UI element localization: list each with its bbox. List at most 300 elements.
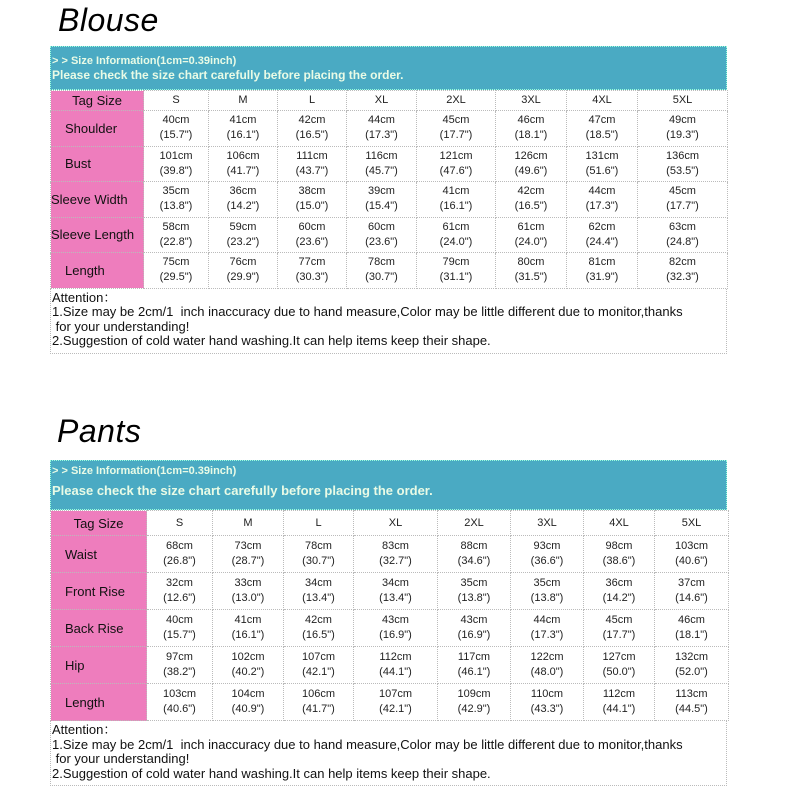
size-header: S bbox=[144, 91, 209, 111]
cm-value: 104cm bbox=[231, 688, 265, 700]
cm-value: 63cm bbox=[669, 220, 696, 233]
size-header: 5XL bbox=[655, 511, 729, 536]
inch-value: (42.9") bbox=[457, 703, 491, 715]
measurement-cell bbox=[496, 146, 567, 182]
measurement-cell bbox=[655, 684, 729, 721]
measurement-cell bbox=[496, 182, 567, 218]
measurement-cell bbox=[284, 536, 354, 573]
size-header: L bbox=[278, 91, 347, 111]
cm-value: 98cm bbox=[605, 540, 633, 552]
cm-value: 112cm bbox=[379, 651, 412, 663]
inch-value: (52.0") bbox=[675, 666, 708, 678]
table-row bbox=[51, 111, 728, 147]
inch-value: (17.3") bbox=[585, 200, 619, 213]
measurement-cell bbox=[584, 536, 655, 573]
size-info-banner bbox=[50, 46, 727, 90]
measurement-cell bbox=[209, 253, 278, 289]
measurement-cell bbox=[354, 647, 438, 684]
measurement-cell bbox=[438, 610, 511, 647]
inch-value: (36.6") bbox=[530, 555, 564, 567]
measurement-cell bbox=[209, 217, 278, 253]
blouse-title: Blouse bbox=[58, 2, 159, 38]
table-row bbox=[51, 182, 728, 218]
measurement-cell bbox=[213, 610, 284, 647]
attention-line: 2.Suggestion of cold water hand washing.It can help items keep their shape. bbox=[52, 765, 491, 781]
cm-value: 36cm bbox=[605, 577, 633, 589]
measurement-cell bbox=[284, 573, 354, 610]
measurement-cell bbox=[347, 182, 417, 218]
cm-value: 103cm bbox=[162, 688, 197, 700]
measurement-cell bbox=[567, 253, 638, 289]
measurement-cell bbox=[438, 647, 511, 684]
measurement-cell bbox=[144, 217, 209, 253]
cm-value: 106cm bbox=[301, 688, 336, 700]
inch-value: (17.7") bbox=[602, 629, 636, 641]
measurement-cell bbox=[278, 217, 347, 253]
cm-value: 136cm bbox=[665, 149, 700, 162]
inch-value: (29.5") bbox=[159, 271, 193, 284]
inch-value: (13.8") bbox=[530, 592, 564, 604]
blouse-size-chart bbox=[50, 46, 727, 354]
measurement-cell bbox=[213, 684, 284, 721]
measurement-cell bbox=[278, 111, 347, 147]
inch-value: (16.1") bbox=[231, 629, 265, 641]
size-header: M bbox=[213, 511, 284, 536]
cm-value: 107cm bbox=[378, 688, 413, 700]
measurement-label: Sleeve Width bbox=[51, 182, 144, 218]
measurement-cell bbox=[209, 146, 278, 182]
inch-value: (41.7") bbox=[226, 164, 260, 177]
inch-value: (31.1") bbox=[439, 271, 473, 284]
inch-value: (15.7") bbox=[159, 129, 193, 142]
inch-value: (48.0") bbox=[530, 666, 564, 678]
size-info-banner bbox=[50, 460, 727, 510]
inch-value: (42.1") bbox=[379, 703, 412, 715]
measurement-cell bbox=[284, 610, 354, 647]
measurement-cell bbox=[511, 684, 584, 721]
measurement-cell bbox=[511, 610, 584, 647]
pants-size-chart bbox=[50, 460, 727, 786]
cm-value: 102cm bbox=[231, 651, 265, 663]
measurement-cell bbox=[584, 647, 655, 684]
inch-value: (40.9") bbox=[231, 703, 265, 715]
cm-value: 121cm bbox=[439, 149, 473, 162]
cm-value: 79cm bbox=[442, 256, 470, 269]
inch-value: (34.6") bbox=[457, 555, 491, 567]
inch-value: (43.7") bbox=[295, 164, 329, 177]
size-table bbox=[50, 510, 729, 721]
attention-line: for your understanding! bbox=[52, 751, 190, 766]
inch-value: (24.4") bbox=[585, 235, 619, 248]
measurement-cell bbox=[567, 146, 638, 182]
inch-value: (14.2") bbox=[602, 592, 636, 604]
inch-value: (40.6") bbox=[675, 555, 708, 567]
attention-line: for your understanding! bbox=[52, 318, 190, 334]
inch-value: (42.1") bbox=[302, 666, 335, 678]
inch-value: (17.7") bbox=[666, 200, 699, 213]
cm-value: 59cm bbox=[229, 220, 257, 233]
measurement-cell bbox=[347, 146, 417, 182]
inch-value: (30.7") bbox=[302, 555, 335, 567]
cm-value: 44cm bbox=[588, 185, 616, 198]
inch-value: (40.2") bbox=[231, 666, 265, 678]
measurement-cell bbox=[147, 536, 213, 573]
tag-size-label: Tag Size bbox=[51, 511, 147, 536]
measurement-label: Length bbox=[51, 253, 144, 289]
inch-value: (13.8") bbox=[159, 200, 193, 213]
table-row bbox=[51, 610, 729, 647]
cm-value: 68cm bbox=[166, 540, 193, 552]
cm-value: 61cm bbox=[442, 220, 470, 233]
cm-value: 42cm bbox=[298, 114, 326, 127]
inch-value: (18.1") bbox=[514, 129, 548, 142]
table-row bbox=[51, 217, 728, 253]
measurement-label: Length bbox=[51, 684, 147, 721]
measurement-cell bbox=[655, 647, 729, 684]
cm-value: 43cm bbox=[382, 614, 409, 626]
measurement-label: Bust bbox=[51, 146, 144, 182]
cm-value: 46cm bbox=[517, 114, 545, 127]
cm-value: 41cm bbox=[234, 614, 262, 626]
inch-value: (19.3") bbox=[666, 129, 699, 142]
measurement-label: Shoulder bbox=[51, 111, 144, 147]
measurement-label: Waist bbox=[51, 536, 147, 573]
measurement-cell bbox=[496, 253, 567, 289]
table-row bbox=[51, 536, 729, 573]
inch-value: (16.9") bbox=[457, 629, 491, 641]
cm-value: 43cm bbox=[460, 614, 488, 626]
cm-value: 37cm bbox=[678, 577, 705, 589]
cm-value: 45cm bbox=[669, 185, 696, 198]
measurement-cell bbox=[144, 146, 209, 182]
cm-value: 110cm bbox=[530, 688, 564, 700]
measurement-cell bbox=[284, 684, 354, 721]
measurement-cell bbox=[567, 217, 638, 253]
size-header: 2XL bbox=[417, 91, 496, 111]
size-header: S bbox=[147, 511, 213, 536]
cm-value: 101cm bbox=[159, 149, 193, 162]
inch-value: (29.9") bbox=[226, 271, 260, 284]
cm-value: 127cm bbox=[602, 651, 636, 663]
measurement-cell bbox=[584, 684, 655, 721]
cm-value: 60cm bbox=[298, 220, 326, 233]
inch-value: (14.2") bbox=[226, 200, 260, 213]
measurement-label: Back Rise bbox=[51, 610, 147, 647]
cm-value: 80cm bbox=[517, 256, 545, 269]
measurement-cell bbox=[354, 684, 438, 721]
inch-value: (24.8") bbox=[666, 235, 699, 248]
measurement-cell bbox=[638, 217, 728, 253]
cm-value: 35cm bbox=[162, 185, 190, 198]
banner-line-1: > > Size Information(1cm=0.39inch) bbox=[52, 465, 237, 477]
cm-value: 35cm bbox=[460, 577, 488, 589]
size-header: 4XL bbox=[567, 91, 638, 111]
size-header: 2XL bbox=[438, 511, 511, 536]
inch-value: (22.8") bbox=[159, 235, 193, 248]
inch-value: (24.0") bbox=[514, 235, 548, 248]
measurement-cell bbox=[144, 253, 209, 289]
measurement-cell bbox=[213, 647, 284, 684]
measurement-cell bbox=[147, 647, 213, 684]
inch-value: (30.3") bbox=[295, 271, 329, 284]
measurement-cell bbox=[209, 111, 278, 147]
inch-value: (23.6") bbox=[295, 235, 329, 248]
inch-value: (44.1") bbox=[379, 666, 412, 678]
inch-value: (15.7") bbox=[163, 629, 196, 641]
cm-value: 106cm bbox=[226, 149, 260, 162]
inch-value: (44.5") bbox=[675, 703, 708, 715]
inch-value: (38.6") bbox=[602, 555, 636, 567]
size-header: 3XL bbox=[496, 91, 567, 111]
measurement-cell bbox=[511, 647, 584, 684]
cm-value: 36cm bbox=[229, 185, 257, 198]
measurement-cell bbox=[638, 111, 728, 147]
cm-value: 40cm bbox=[166, 614, 193, 626]
cm-value: 117cm bbox=[457, 651, 491, 663]
cm-value: 34cm bbox=[382, 577, 409, 589]
measurement-cell bbox=[438, 536, 511, 573]
measurement-cell bbox=[144, 182, 209, 218]
size-header: 5XL bbox=[638, 91, 728, 111]
measurement-cell bbox=[496, 217, 567, 253]
table-row bbox=[51, 146, 728, 182]
measurement-label: Hip bbox=[51, 647, 147, 684]
size-table bbox=[50, 90, 728, 289]
measurement-cell bbox=[354, 610, 438, 647]
cm-value: 78cm bbox=[305, 540, 332, 552]
inch-value: (32.7") bbox=[379, 555, 412, 567]
measurement-cell bbox=[213, 536, 284, 573]
inch-value: (13.4") bbox=[302, 592, 335, 604]
cm-value: 33cm bbox=[234, 577, 262, 589]
cm-value: 126cm bbox=[514, 149, 548, 162]
cm-value: 32cm bbox=[166, 577, 193, 589]
size-header: L bbox=[284, 511, 354, 536]
cm-value: 38cm bbox=[298, 185, 326, 198]
measurement-cell bbox=[284, 647, 354, 684]
inch-value: (50.0") bbox=[602, 666, 636, 678]
table-row bbox=[51, 253, 728, 289]
table-row bbox=[51, 647, 729, 684]
cm-value: 113cm bbox=[675, 688, 708, 700]
cm-value: 42cm bbox=[517, 185, 545, 198]
inch-value: (38.2") bbox=[163, 666, 196, 678]
attention-notes bbox=[50, 289, 727, 354]
cm-value: 41cm bbox=[229, 114, 257, 127]
attention-line: Attention： bbox=[52, 289, 117, 305]
cm-value: 45cm bbox=[605, 614, 633, 626]
cm-value: 83cm bbox=[382, 540, 409, 552]
cm-value: 62cm bbox=[588, 220, 616, 233]
size-header: XL bbox=[347, 91, 417, 111]
cm-value: 97cm bbox=[166, 651, 193, 663]
cm-value: 131cm bbox=[585, 149, 619, 162]
measurement-cell bbox=[417, 111, 496, 147]
measurement-cell bbox=[511, 573, 584, 610]
inch-value: (31.5") bbox=[514, 271, 548, 284]
measurement-cell bbox=[209, 182, 278, 218]
measurement-cell bbox=[655, 536, 729, 573]
inch-value: (13.4") bbox=[379, 592, 412, 604]
inch-value: (47.6") bbox=[439, 164, 473, 177]
cm-value: 73cm bbox=[234, 540, 262, 552]
measurement-cell bbox=[511, 536, 584, 573]
measurement-cell bbox=[584, 610, 655, 647]
inch-value: (12.6") bbox=[163, 592, 196, 604]
inch-value: (15.4") bbox=[365, 200, 398, 213]
inch-value: (30.7") bbox=[365, 271, 398, 284]
inch-value: (14.6") bbox=[675, 592, 708, 604]
attention-notes bbox=[50, 721, 727, 786]
inch-value: (16.5") bbox=[514, 200, 548, 213]
cm-value: 107cm bbox=[301, 651, 336, 663]
measurement-cell bbox=[584, 573, 655, 610]
measurement-cell bbox=[417, 253, 496, 289]
cm-value: 132cm bbox=[674, 651, 709, 663]
cm-value: 58cm bbox=[162, 220, 190, 233]
table-row bbox=[51, 573, 729, 610]
inch-value: (49.6") bbox=[514, 164, 548, 177]
inch-value: (23.2") bbox=[226, 235, 260, 248]
measurement-cell bbox=[213, 573, 284, 610]
measurement-cell bbox=[567, 111, 638, 147]
cm-value: 46cm bbox=[678, 614, 705, 626]
cm-value: 47cm bbox=[588, 114, 616, 127]
inch-value: (26.8") bbox=[163, 555, 196, 567]
inch-value: (41.7") bbox=[302, 703, 335, 715]
cm-value: 39cm bbox=[368, 185, 395, 198]
inch-value: (51.6") bbox=[585, 164, 619, 177]
measurement-cell bbox=[655, 573, 729, 610]
measurement-cell bbox=[278, 253, 347, 289]
cm-value: 122cm bbox=[530, 651, 564, 663]
cm-value: 109cm bbox=[457, 688, 491, 700]
inch-value: (16.5") bbox=[302, 629, 335, 641]
measurement-cell bbox=[438, 684, 511, 721]
table-row bbox=[51, 684, 729, 721]
size-header: M bbox=[209, 91, 278, 111]
measurement-cell bbox=[496, 111, 567, 147]
measurement-cell bbox=[147, 684, 213, 721]
size-header: 4XL bbox=[584, 511, 655, 536]
inch-value: (16.9") bbox=[379, 629, 412, 641]
inch-value: (45.7") bbox=[365, 164, 398, 177]
cm-value: 77cm bbox=[298, 256, 326, 269]
header-row bbox=[51, 511, 729, 536]
attention-line: 2.Suggestion of cold water hand washing.It can help items keep their shape. bbox=[52, 333, 491, 348]
inch-value: (39.8") bbox=[159, 164, 193, 177]
cm-value: 103cm bbox=[674, 540, 709, 552]
cm-value: 88cm bbox=[460, 540, 488, 552]
measurement-cell bbox=[354, 536, 438, 573]
measurement-cell bbox=[147, 573, 213, 610]
inch-value: (17.7") bbox=[439, 129, 473, 142]
measurement-label: Front Rise bbox=[51, 573, 147, 610]
measurement-cell bbox=[438, 573, 511, 610]
inch-value: (46.1") bbox=[457, 666, 491, 678]
cm-value: 93cm bbox=[533, 540, 561, 552]
measurement-cell bbox=[347, 111, 417, 147]
measurement-cell bbox=[638, 253, 728, 289]
cm-value: 111cm bbox=[296, 149, 328, 162]
measurement-cell bbox=[147, 610, 213, 647]
cm-value: 75cm bbox=[162, 256, 190, 269]
inch-value: (24.0") bbox=[439, 235, 473, 248]
cm-value: 35cm bbox=[533, 577, 561, 589]
cm-value: 116cm bbox=[365, 149, 398, 162]
measurement-cell bbox=[417, 217, 496, 253]
inch-value: (16.5") bbox=[295, 129, 329, 142]
inch-value: (16.1") bbox=[226, 129, 260, 142]
inch-value: (17.3") bbox=[530, 629, 564, 641]
banner-line-2: Please check the size chart carefully before placing the order. bbox=[52, 483, 433, 498]
cm-value: 112cm bbox=[602, 688, 636, 700]
inch-value: (43.3") bbox=[530, 703, 564, 715]
cm-value: 44cm bbox=[533, 614, 561, 626]
inch-value: (13.0") bbox=[231, 592, 265, 604]
measurement-cell bbox=[638, 146, 728, 182]
cm-value: 40cm bbox=[162, 114, 190, 127]
cm-value: 34cm bbox=[305, 577, 332, 589]
measurement-cell bbox=[347, 217, 417, 253]
measurement-cell bbox=[347, 253, 417, 289]
header-row bbox=[51, 91, 728, 111]
inch-value: (15.0") bbox=[295, 200, 329, 213]
cm-value: 60cm bbox=[368, 220, 395, 233]
tag-size-label: Tag Size bbox=[51, 91, 144, 111]
measurement-cell bbox=[638, 182, 728, 218]
inch-value: (16.1") bbox=[439, 200, 473, 213]
inch-value: (53.5") bbox=[666, 164, 699, 177]
inch-value: (44.1") bbox=[602, 703, 636, 715]
inch-value: (17.3") bbox=[365, 129, 398, 142]
attention-line: 1.Size may be 2cm/1 inch inaccuracy due to hand measure,Color may be little different due to monitor,thanks bbox=[52, 304, 683, 319]
measurement-cell bbox=[417, 182, 496, 218]
inch-value: (23.6") bbox=[365, 235, 398, 248]
measurement-cell bbox=[278, 146, 347, 182]
inch-value: (18.1") bbox=[675, 629, 708, 641]
measurement-cell bbox=[567, 182, 638, 218]
inch-value: (32.3") bbox=[666, 271, 699, 284]
cm-value: 41cm bbox=[442, 185, 470, 198]
measurement-cell bbox=[655, 610, 729, 647]
attention-line: Attention： bbox=[52, 722, 117, 737]
banner-line-1: > > Size Information(1cm=0.39inch) bbox=[52, 55, 237, 67]
cm-value: 61cm bbox=[517, 220, 545, 233]
cm-value: 42cm bbox=[305, 614, 332, 626]
cm-value: 82cm bbox=[669, 256, 696, 269]
measurement-cell bbox=[354, 573, 438, 610]
cm-value: 78cm bbox=[368, 256, 395, 269]
measurement-label: Sleeve Length bbox=[51, 217, 144, 253]
attention-line: 1.Size may be 2cm/1 inch inaccuracy due to hand measure,Color may be little different due to monitor,thanks bbox=[52, 736, 683, 752]
measurement-cell bbox=[278, 182, 347, 218]
inch-value: (18.5") bbox=[585, 129, 619, 142]
cm-value: 76cm bbox=[229, 256, 257, 269]
cm-value: 44cm bbox=[368, 114, 395, 127]
pants-title: Pants bbox=[57, 413, 142, 449]
measurement-cell bbox=[417, 146, 496, 182]
measurement-cell bbox=[144, 111, 209, 147]
cm-value: 81cm bbox=[588, 256, 616, 269]
banner-line-2: Please check the size chart carefully before placing the order. bbox=[52, 68, 404, 82]
inch-value: (28.7") bbox=[231, 555, 265, 567]
size-header: XL bbox=[354, 511, 438, 536]
size-header: 3XL bbox=[511, 511, 584, 536]
inch-value: (40.6") bbox=[163, 703, 196, 715]
inch-value: (31.9") bbox=[585, 271, 619, 284]
inch-value: (13.8") bbox=[457, 592, 491, 604]
